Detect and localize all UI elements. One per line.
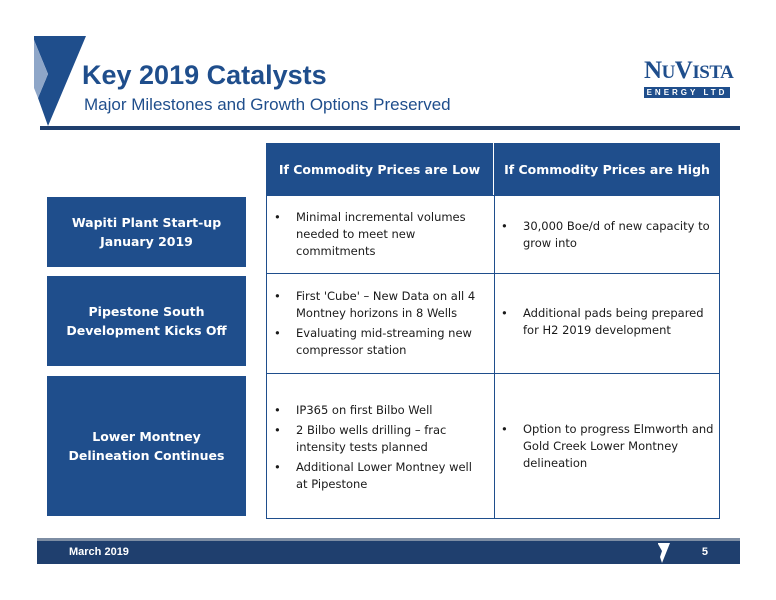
list-item: • Evaluating mid-streaming new compressor station — [272, 325, 484, 359]
bullet-list — [499, 421, 714, 475]
list-item: • Additional pads being prepared for H2 2019 development — [499, 305, 714, 339]
logo-tagline: ENERGY LTD — [644, 87, 730, 98]
brand-v-mark-icon — [34, 36, 86, 126]
footer-bar — [37, 538, 740, 564]
list-item: • Minimal incremental volumes needed to meet new commitments — [272, 209, 482, 260]
list-item: • IP365 on first Bilbo Well — [272, 402, 484, 419]
list-item: • Option to progress Elmworth and Gold Creek Lower Montney delineation — [499, 421, 714, 472]
page-number: 5 — [701, 546, 708, 558]
page-title: Key 2019 Catalysts — [82, 60, 327, 90]
list-item: • First 'Cube' – New Data on all 4 Montney horizons in 8 Wells — [272, 288, 484, 322]
bullet-list — [499, 305, 714, 342]
list-item: • 30,000 Boe/d of new capacity to grow into — [499, 218, 714, 252]
bullet-list — [272, 402, 484, 496]
footer-v-mark-icon — [658, 543, 670, 563]
company-logo — [644, 58, 732, 98]
row-label-lower-montney: Lower Montney Delineation Continues — [47, 376, 246, 516]
bullet-list — [272, 209, 482, 263]
column-header-high: If Commodity Prices are High — [494, 143, 720, 195]
logo-wordmark: NUVISTA — [644, 57, 734, 84]
row-label-wapiti: Wapiti Plant Start-up January 2019 — [47, 197, 246, 267]
footer-date: March 2019 — [69, 546, 129, 558]
bullet-list — [272, 288, 484, 362]
bullet-list — [499, 218, 714, 255]
column-header-low: If Commodity Prices are Low — [266, 143, 493, 195]
list-item: • 2 Bilbo wells drilling – frac intensity tests planned — [272, 422, 484, 456]
list-item: • Additional Lower Montney well at Pipestone — [272, 459, 484, 493]
row-label-pipestone: Pipestone South Development Kicks Off — [47, 276, 246, 366]
header-divider — [40, 126, 740, 130]
page-subtitle: Major Milestones and Growth Options Preserved — [84, 95, 451, 114]
